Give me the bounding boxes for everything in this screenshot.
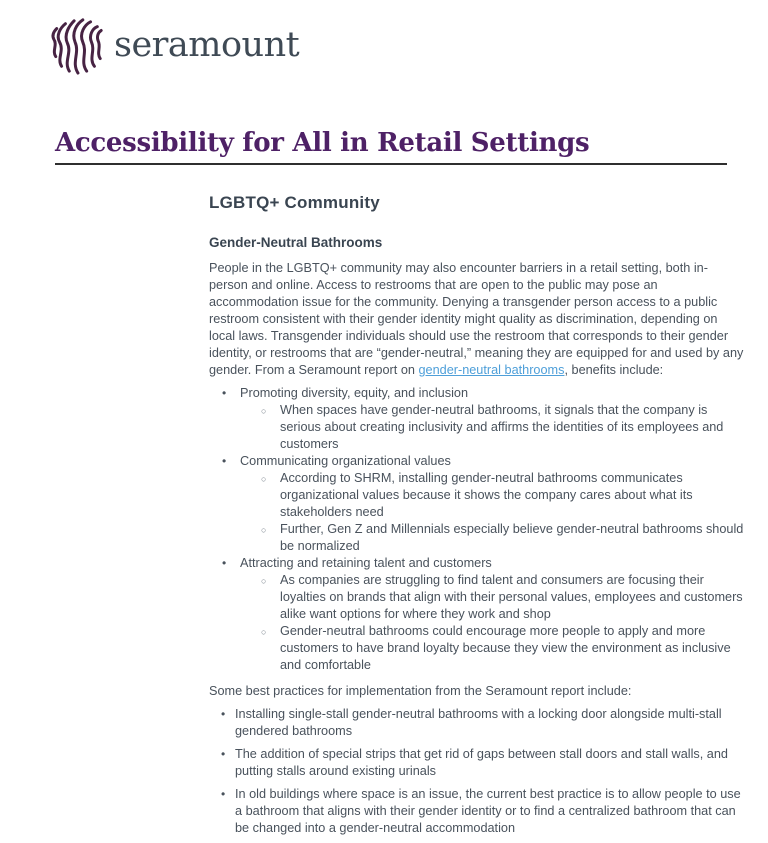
list-item xyxy=(209,453,745,555)
bullet-icon: • xyxy=(222,454,227,468)
circle-bullet-icon: ○ xyxy=(261,406,267,416)
list-subitem xyxy=(240,572,745,623)
seramount-logo-text: seramount xyxy=(114,25,300,65)
benefit-sublist xyxy=(240,470,745,555)
circle-bullet-icon: ○ xyxy=(261,474,267,484)
benefit-subitem-text: As companies are struggling to find talent and consumers are focusing their loyalties on brands that align with their personal values, employees and customers alike want options for where they work and shop xyxy=(280,573,743,621)
list-subitem xyxy=(240,623,745,674)
list-item xyxy=(209,786,745,837)
practice-text: In old buildings where space is an issue, the current best practice is to allow people to use a bathroom that aligns with their gender identity or to find a centralized bathroom that can be changed into a gender-neutral accommodation xyxy=(235,787,741,835)
document-content xyxy=(209,192,745,843)
practice-text: Installing single-stall gender-neutral bathrooms with a locking door alongside multi-stall gendered bathrooms xyxy=(235,707,722,738)
list-item xyxy=(209,385,745,453)
list-item xyxy=(209,555,745,674)
benefits-list xyxy=(209,385,745,674)
intro-paragraph xyxy=(209,260,745,379)
practice-text: The addition of special strips that get rid of gaps between stall doors and stall walls, and putting stalls around existing urinals xyxy=(235,747,728,778)
list-item xyxy=(209,746,745,780)
section-heading: LGBTQ+ Community xyxy=(209,193,380,212)
bullet-icon: • xyxy=(221,707,226,721)
bullet-icon: • xyxy=(222,386,227,400)
intro-text-pre: People in the LGBTQ+ community may also encounter barriers in a retail setting, both in-person and online. Access to restrooms that are open to the public may pose an accommodation issue for the community. Denying a transgender person access to a public restroom consistent with their gender identity might quality as discrimination, depending on local laws. Transgender individuals should use the restroom that corresponds to their gender identity, or restrooms that are “gender-neutral,” meaning they are equipped for and used by any gender. From a Seramount report on xyxy=(209,261,744,377)
benefit-subitem-text: According to SHRM, installing gender-neutral bathrooms communicates organizational values because it shows the company cares about what its stakeholders need xyxy=(280,471,693,519)
list-subitem xyxy=(240,470,745,521)
bullet-icon: • xyxy=(221,747,226,761)
practices-list xyxy=(209,706,745,837)
circle-bullet-icon: ○ xyxy=(261,627,267,637)
page-title: Accessibility for All in Retail Settings xyxy=(55,128,727,165)
seramount-logo xyxy=(48,15,299,75)
practices-intro: Some best practices for implementation from the Seramount report include: xyxy=(209,684,632,698)
intro-text-post: , benefits include: xyxy=(564,363,664,377)
circle-bullet-icon: ○ xyxy=(261,525,267,535)
benefit-subitem-text: Further, Gen Z and Millennials especially believe gender-neutral bathrooms should be normalized xyxy=(280,522,744,553)
benefit-subitem-text: Gender-neutral bathrooms could encourage more people to apply and more customers to have brand loyalty because they view the environment as inclusive and comfortable xyxy=(280,624,731,672)
circle-bullet-icon: ○ xyxy=(261,576,267,586)
sub-heading: Gender-Neutral Bathrooms xyxy=(209,235,383,250)
benefit-label: Communicating organizational values xyxy=(240,454,451,468)
bullet-icon: • xyxy=(221,787,226,801)
bullet-icon: • xyxy=(222,556,227,570)
benefit-sublist xyxy=(240,572,745,674)
gender-neutral-bathrooms-link[interactable]: gender-neutral bathrooms xyxy=(418,363,565,377)
list-subitem xyxy=(240,521,745,555)
benefit-subitem-text: When spaces have gender-neutral bathrooms, it signals that the company is serious about creating inclusivity and affirms the identities of its employees and customers xyxy=(280,403,724,451)
list-item xyxy=(209,706,745,740)
benefit-label: Promoting diversity, equity, and inclusion xyxy=(240,386,469,400)
seramount-swirl-icon xyxy=(48,15,106,75)
benefit-sublist xyxy=(240,402,745,453)
list-subitem xyxy=(240,402,745,453)
benefit-label: Attracting and retaining talent and customers xyxy=(240,556,492,570)
